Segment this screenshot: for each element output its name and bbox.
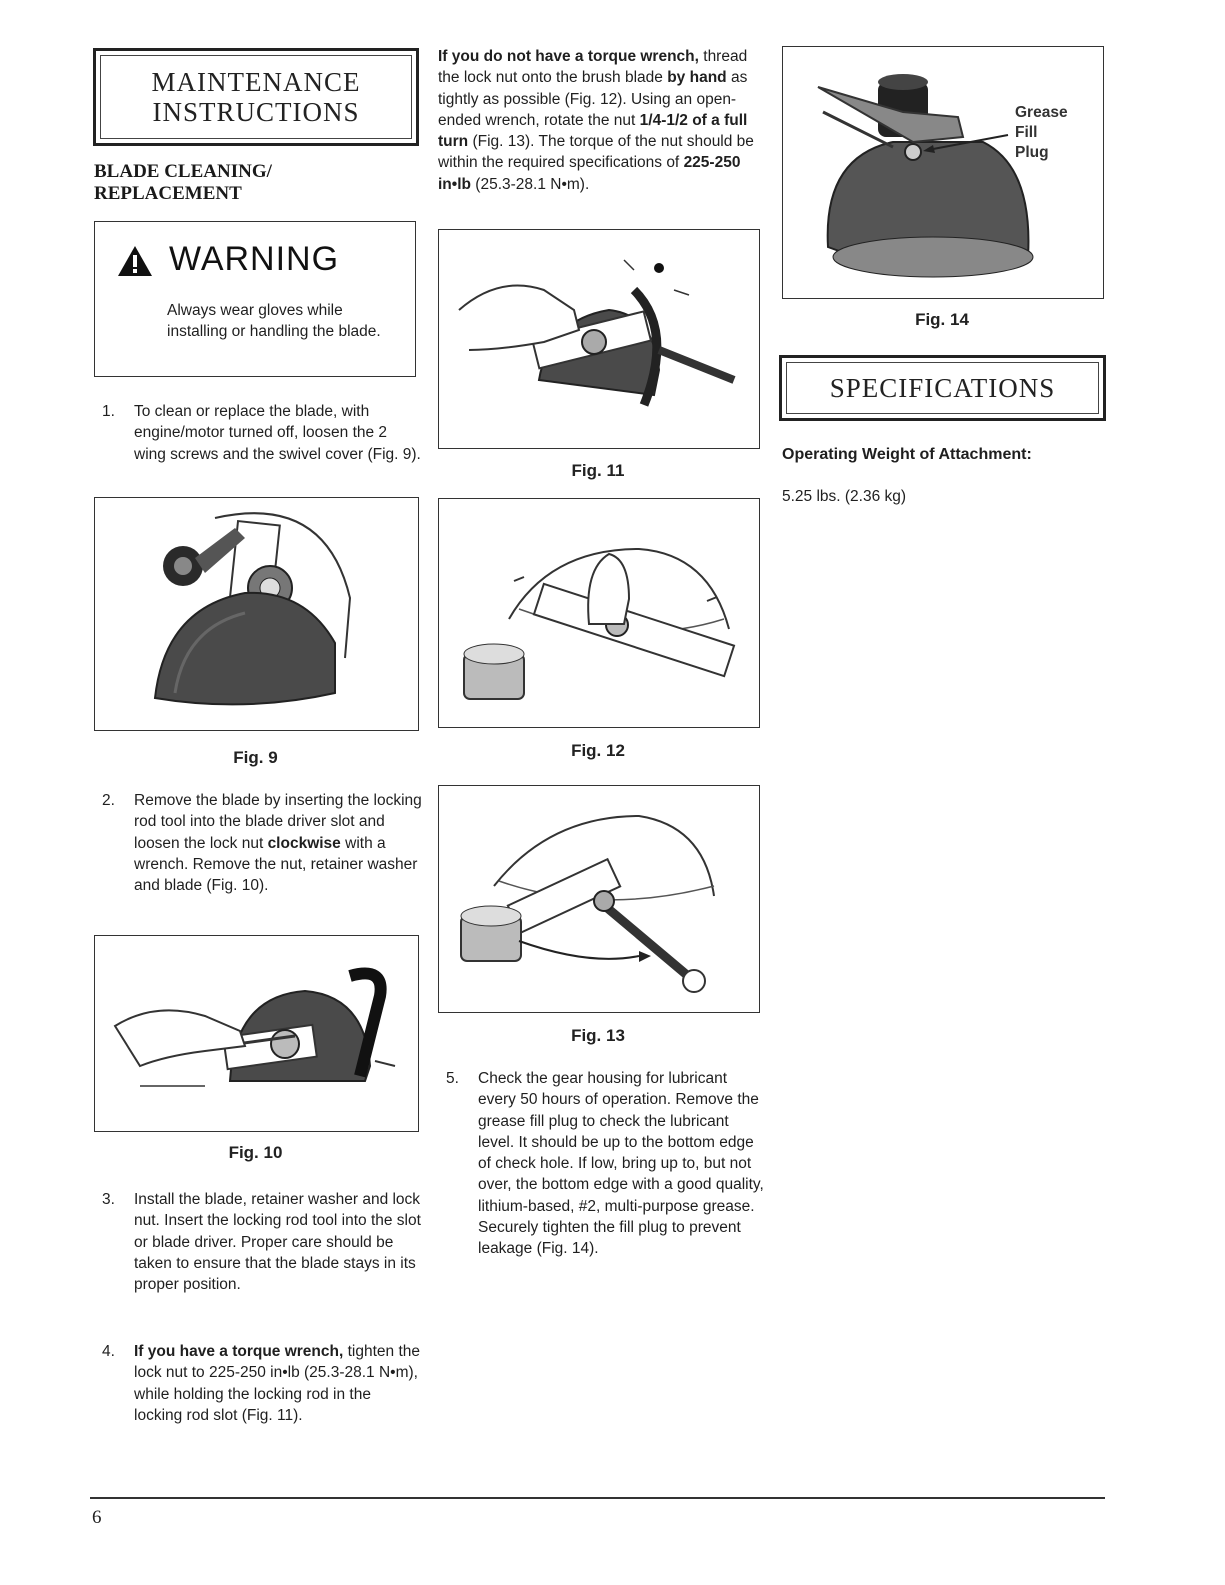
step-2-text: Remove the blade by inserting the locking rod tool into the blade driver slot and loosen the lock nut clockwise with a wrench. Remove the nut, retainer washer and blade (Fig. 10). bbox=[134, 792, 422, 895]
figure-9-illustration bbox=[95, 498, 418, 730]
specifications-label: Operating Weight of Attachment: bbox=[782, 446, 1032, 463]
figure-9-caption: Fig. 9 bbox=[233, 748, 278, 767]
figure-13-frame bbox=[438, 785, 760, 1013]
step-3 bbox=[102, 1189, 422, 1295]
step-3-text: Install the blade, retainer washer and lock nut. Insert the locking rod tool into the slot or blade driver. Proper care should be taken to ensure that the blade stays in its proper position. bbox=[134, 1191, 421, 1294]
maintenance-title-line1: MAINTENANCE bbox=[151, 67, 361, 97]
blade-heading-line2: REPLACEMENT bbox=[94, 183, 242, 204]
figure-10-illustration bbox=[95, 936, 418, 1131]
figure-12-frame bbox=[438, 498, 760, 728]
step-4 bbox=[102, 1341, 422, 1426]
blade-heading-line1: BLADE CLEANING/ bbox=[94, 161, 272, 182]
specifications-title-box bbox=[779, 355, 1106, 421]
blade-section-heading bbox=[94, 161, 414, 205]
step-1-text: To clean or replace the blade, with engine/motor turned off, loosen the 2 wing screws and the swivel cover (Fig. 9). bbox=[134, 403, 421, 463]
figure-14-illustration bbox=[783, 47, 1103, 298]
step-2-number: 2. bbox=[102, 792, 115, 809]
step-4-number: 4. bbox=[102, 1343, 115, 1360]
step-5-text: Check the gear housing for lubricant every 50 hours of operation. Remove the grease fill plug to check the lubricant level. It should be up to the bottom edge of check hole. If low, bring up to, but not over, the bottom edge with a good quality, lithium-based, #2, multi-purpose grease. Securely tighten the fill plug to prevent leakage (Fig. 14). bbox=[478, 1070, 764, 1258]
figure-12-caption: Fig. 12 bbox=[571, 741, 625, 760]
footer-rule bbox=[90, 1497, 1105, 1499]
figure-9-frame bbox=[94, 497, 419, 731]
step-4-bold: If you have a torque wrench, bbox=[134, 1343, 344, 1360]
step-3-number: 3. bbox=[102, 1191, 115, 1208]
figure-14-caption: Fig. 14 bbox=[915, 310, 969, 329]
step-1 bbox=[102, 401, 422, 465]
figure-13-caption: Fig. 13 bbox=[571, 1026, 625, 1045]
figure-10-frame bbox=[94, 935, 419, 1132]
warning-text: Always wear gloves while installing or handling the blade. bbox=[167, 302, 381, 341]
page-number: 6 bbox=[92, 1507, 102, 1528]
step-5-number: 5. bbox=[446, 1070, 459, 1087]
figure-12-illustration bbox=[439, 499, 759, 727]
specifications-value: 5.25 lbs. (2.36 kg) bbox=[782, 488, 907, 505]
step-4-text: If you have a torque wrench, tighten the lock nut to 225-250 in•lb (25.3-28.1 N•m), while holding the locking rod in the locking rod slot (Fig. 11). bbox=[134, 1343, 420, 1424]
step-5 bbox=[446, 1068, 766, 1260]
maintenance-title-box bbox=[93, 48, 419, 146]
figure-14-frame bbox=[782, 46, 1104, 299]
maintenance-title-line2: INSTRUCTIONS bbox=[152, 97, 360, 127]
warning-title: WARNING bbox=[169, 240, 340, 278]
warning-box bbox=[94, 221, 416, 377]
figure-10-caption: Fig. 10 bbox=[228, 1143, 283, 1162]
figure-11-frame bbox=[438, 229, 760, 449]
step-2-bold: clockwise bbox=[267, 834, 341, 852]
torque-paragraph: If you do not have a torque wrench, thread the lock nut onto the brush blade by hand as tightly as possible (Fig. 12). Using an open-ended wrench, rotate the nut 1/4-1/2 of a full turn (Fig. 13). The torque of the nut should be within the required specifications of 225-250 in•lb (25.3-28.1 N•m). bbox=[438, 48, 754, 193]
warning-triangle-icon bbox=[117, 245, 153, 277]
figure-13-illustration bbox=[439, 786, 759, 1012]
step-1-number: 1. bbox=[102, 403, 115, 420]
grease-fill-plug-label: Grease Fill Plug bbox=[1015, 104, 1068, 161]
step-2 bbox=[102, 790, 422, 896]
figure-11-illustration bbox=[439, 230, 759, 448]
figure-11-caption: Fig. 11 bbox=[571, 461, 625, 480]
specifications-title: SPECIFICATIONS bbox=[829, 373, 1056, 403]
